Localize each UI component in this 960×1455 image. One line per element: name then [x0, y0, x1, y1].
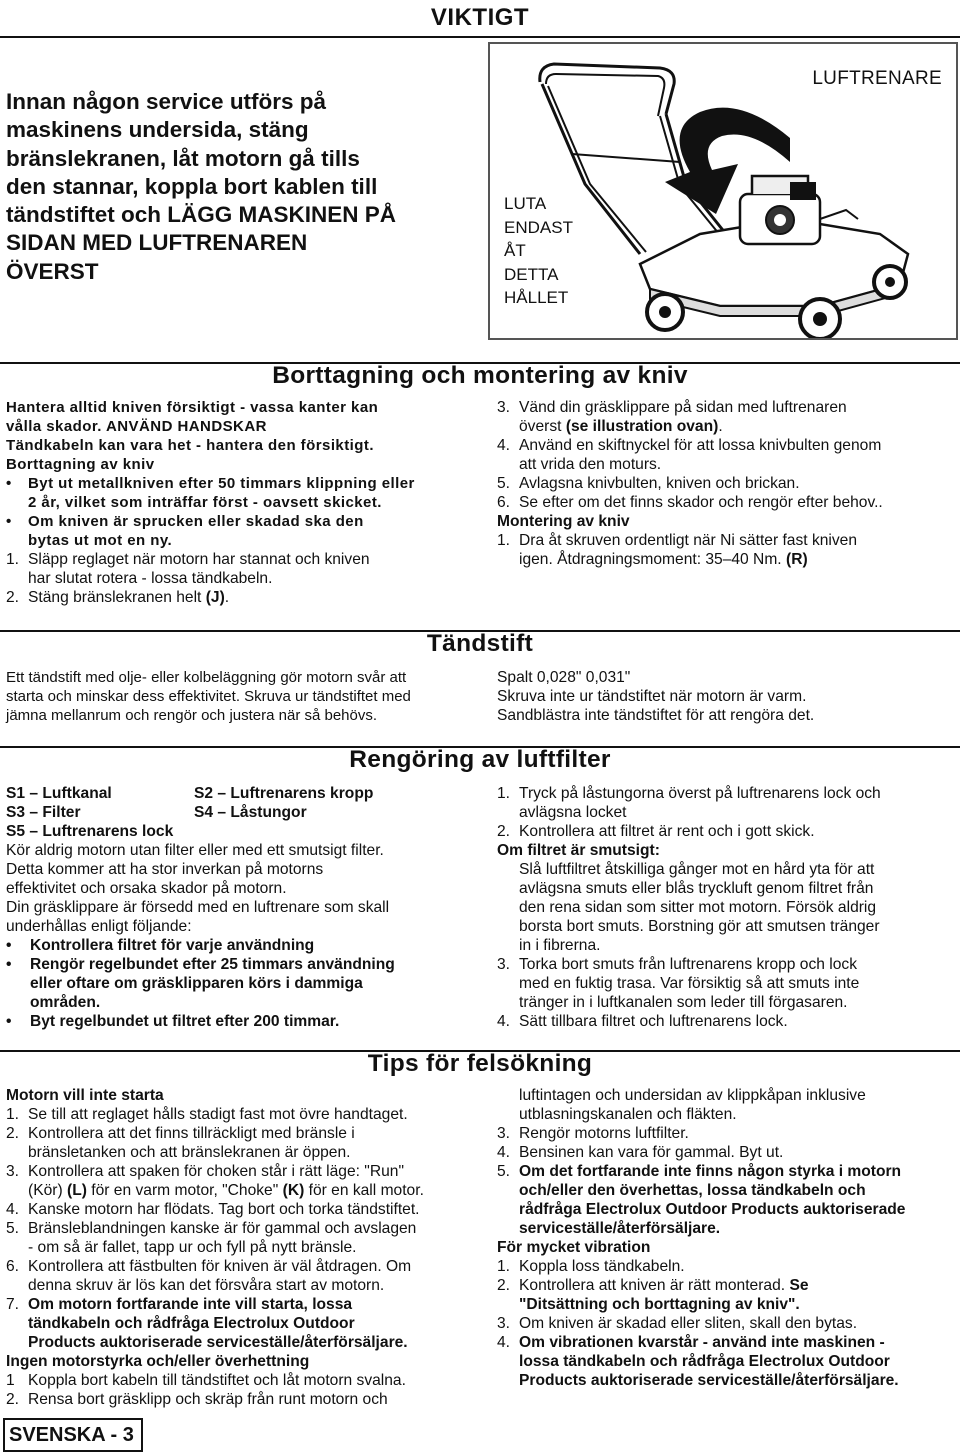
step-number: 1.	[497, 1258, 511, 1275]
text-line: Products auktoriserade serviceställe/återförsäljare.	[28, 1334, 408, 1351]
part-label: S5 – Luftrenarens lock	[6, 823, 174, 840]
step-number: 4.	[6, 1201, 20, 1218]
step-number: 4.	[497, 437, 511, 454]
step-number: 3.	[6, 1163, 20, 1180]
text-line: har slutat rotera - lossa tändkabeln.	[28, 570, 273, 587]
label-line: DETTA	[504, 264, 559, 284]
text: Vänd din gräsklippare på sidan med luftrenaren	[519, 399, 847, 416]
subheading: Borttagning av kniv	[6, 456, 155, 473]
air-cleaner-label: LUFTRENARE	[812, 68, 942, 89]
text-line: Products auktoriserade serviceställe/återförsäljare.	[519, 1372, 899, 1389]
step-number: 4.	[497, 1334, 511, 1351]
text: Koppla bort kabeln till tändstiftet och låt motorn svalna.	[28, 1372, 406, 1389]
warning-line: SIDAN MED LUFTRENAREN	[6, 230, 308, 256]
text: vålla skador.	[6, 418, 102, 435]
text: Om motorn fortfarande inte vill starta, lossa	[28, 1296, 353, 1313]
section-title-troubleshooting: Tips för felsökning	[367, 1050, 593, 1077]
text-line: bytas ut mot en ny.	[28, 532, 173, 549]
section-title-airfilter: Rengöring av luftfilter	[349, 746, 611, 773]
text: Om kniven är sprucken eller skadad ska den	[28, 513, 364, 530]
figure-ref: (L)	[67, 1182, 87, 1199]
text-line: Spalt 0,028" 0,031"	[497, 669, 631, 686]
label-line: HÅLLET	[504, 288, 569, 307]
text-line: starta och minskar dess effektivitet. Skruva ur tändstiftet med	[6, 688, 411, 705]
step-number: 2.	[6, 589, 20, 606]
text: Tryck på låstungorna överst på luftrenarens lock och	[519, 785, 881, 802]
text: för en kall motor.	[308, 1182, 424, 1199]
figure-ref: (se illustration ovan)	[565, 418, 719, 435]
text-line: Sandblästra inte tändstiftet för att rengöra det.	[497, 707, 815, 724]
troubleshooting-left	[6, 1086, 486, 1409]
blade-left-column	[6, 398, 486, 550]
text-line: Hantera alltid kniven försiktigt - vassa kanter kan	[6, 399, 379, 416]
step-number: 2.	[6, 1391, 20, 1408]
step-number: 1.	[6, 1106, 20, 1123]
text-line: tränger in i luftkanalen som leder till förgasaren.	[519, 994, 848, 1011]
text-line: - om så är fallet, tapp ur och fyll på nytt bränsle.	[28, 1239, 357, 1256]
label-line: ENDAST	[504, 217, 573, 237]
text: Se efter om det finns skador och rengör efter behov..	[519, 494, 883, 511]
text: Se till att reglaget hålls stadigt fast mot övre handtaget.	[28, 1106, 408, 1123]
text: Om vibrationen kvarstår - använd inte maskinen -	[519, 1334, 885, 1351]
section-title-blade: Borttagning och montering av kniv	[272, 362, 688, 389]
text-line: Ett tändstift med olje- eller kolbeläggning gör motorn svår att	[6, 669, 407, 686]
step-number: 3.	[497, 399, 511, 416]
text: Stäng bränslekranen helt	[28, 589, 202, 606]
text-line: tändkabeln och rådfråga Electrolux Outdoor	[28, 1315, 355, 1332]
text: Bränsleblandningen kanske är för gammal och avslagen	[28, 1220, 417, 1237]
text: Dra åt skruven ordentligt när Ni sätter fast kniven	[519, 532, 858, 549]
divider	[0, 36, 960, 38]
text: Kontrollera att filtret är rent och i gott skick.	[519, 823, 815, 840]
airfilter-right	[497, 784, 957, 1031]
text: igen. Åtdragningsmoment: 35–40 Nm.	[519, 551, 782, 568]
bullet: •	[6, 937, 12, 954]
blade-right-column: 3. Vänd din gräsklippare på sidan med luftrenaren överst (se illustration ovan). 4. Använd en skiftnyckel för att lossa knivbulten genom att vrida den moturs. 5. Avlagsna knivbulten, kniven och brickan. 6. Se efter om det finns skador och rengör efter behov.. Montering av kniv 1. Dra åt skruven ordentligt när Ni sätter fast kniven igen. Åtdragningsmoment: 35–40 Nm. (R)	[497, 398, 957, 569]
step-number: 1.	[497, 532, 511, 549]
step-number: 3.	[497, 1125, 511, 1142]
step-number: 7.	[6, 1296, 20, 1313]
step-number: 6.	[497, 494, 511, 511]
warning-line: tändstiftet och LÄGG MASKINEN PÅ	[6, 202, 397, 228]
text-line: Kör aldrig motorn utan filter eller med ett smutsigt filter.	[6, 842, 384, 859]
text-line: och/eller den överhettas, lossa tändkabeln och	[519, 1182, 866, 1199]
warning-line: Innan någon service utförs på	[6, 89, 327, 114]
text-line: in i fibrerna.	[519, 937, 601, 954]
text: Kontrollera att fästbulten för kniven är väl åtdragen. Om	[28, 1258, 412, 1275]
text-line: lossa tändkabeln och rådfråga Electrolux Outdoor	[519, 1353, 890, 1370]
part-label: S4 – Låstungor	[194, 804, 307, 821]
text: Kontrollera filtret för varje användning	[30, 937, 315, 954]
text-line: 2 år, vilket som inträffar först - oavsett skicket.	[28, 494, 382, 511]
text: ANVÄND HANDSKAR	[105, 418, 267, 435]
text-line: Slå luftfiltret åtskilliga gånger mot en hård yta för att	[519, 861, 875, 878]
text-line: effektivitet och orsaka skador på motorn.	[6, 880, 287, 897]
sparkplug-left	[6, 668, 486, 725]
text: Bensinen kan vara för gammal. Byt ut.	[519, 1144, 784, 1161]
step-number: 2.	[497, 823, 511, 840]
text: Om det fortfarande inte finns någon styrka i motorn	[519, 1163, 902, 1180]
part-label: S3 – Filter	[6, 804, 81, 821]
subheading: Motorn vill inte starta	[6, 1087, 164, 1104]
figure-ref: (R)	[786, 551, 808, 568]
step-number: 1	[6, 1372, 15, 1389]
bullet: •	[6, 1013, 12, 1030]
step-number: 5.	[497, 1163, 511, 1180]
text: Torka bort smuts från luftrenarens kropp och lock	[519, 956, 858, 973]
troubleshooting-right	[497, 1086, 957, 1390]
text-line: Din gräsklippare är försedd med en luftrenare som skall	[6, 899, 390, 916]
mower-tilt-illustration	[488, 42, 958, 340]
text-line: Skruva inte ur tändstiftet när motorn är varm.	[497, 688, 807, 705]
page-footer: SVENSKA - 3	[3, 1418, 143, 1452]
text: Kontrollera att spaken för choken står i rätt läge: "Run"	[28, 1163, 404, 1180]
text: Se	[789, 1277, 809, 1294]
label-line: ÅT	[504, 241, 526, 260]
text-line: "Ditsättning och borttagning av kniv".	[519, 1296, 800, 1313]
text: Kanske motorn har flödats. Tag bort och torka tändstiftet.	[28, 1201, 420, 1218]
tilt-direction-label	[504, 192, 573, 310]
step-number: 1.	[6, 551, 20, 568]
text-line: utblasningskanalen och fläkten.	[519, 1106, 737, 1123]
figure-ref: (K)	[282, 1182, 305, 1199]
warning-line: maskinens undersida, stäng	[6, 117, 309, 143]
text: Rengör motorns luftfilter.	[519, 1125, 689, 1142]
text-line: avlägsna locket	[519, 804, 627, 821]
text: (Kör)	[28, 1182, 63, 1199]
label-line: LUTA	[504, 194, 547, 213]
text-line: jämna mellanrum och rengör och justera när så behövs.	[6, 707, 378, 724]
step-number: 5.	[6, 1220, 20, 1237]
text: Byt regelbundet ut filtret efter 200 timmar.	[30, 1013, 340, 1030]
sparkplug-right	[497, 668, 957, 725]
text-line: att vrida den moturs.	[519, 456, 662, 473]
part-label: S2 – Luftrenarens kropp	[194, 785, 374, 802]
text: Rensa bort gräsklipp och skräp från runt motorn och	[28, 1391, 388, 1408]
text-line: eller oftare om gräsklipparen körs i dammiga	[30, 975, 363, 992]
step-number: 3.	[497, 956, 511, 973]
text: för en varm motor, "Choke"	[91, 1182, 279, 1199]
step-number: 3.	[497, 1315, 511, 1332]
text: Släpp reglaget när motorn har stannat och kniven	[28, 551, 370, 568]
text: Sätt tillbara filtret och luftrenarens lock.	[519, 1013, 788, 1030]
text-line: den rena sidan som sitter mot motorn. Försök aldrig	[519, 899, 877, 916]
subheading: Ingen motorstyrka och/eller överhettning	[6, 1353, 310, 1370]
step-number: 2.	[497, 1277, 511, 1294]
warning-line: bränslekranen, låt motorn gå tills	[6, 145, 360, 171]
subheading: För mycket vibration	[497, 1239, 651, 1256]
blade-steps-left: 1. Släpp reglaget när motorn har stannat och kniven har slutat rotera - lossa tändkabeln. 2. Stäng bränslekranen helt (J).	[6, 550, 486, 607]
text-line: avlägsna smuts eller blås tryckluft genom filtret från	[519, 880, 874, 897]
bullet: •	[6, 956, 12, 973]
text: överst	[519, 418, 562, 435]
figure-ref: (J)	[205, 589, 225, 606]
text-line: rådfråga Electrolux Outdoor Products auktoriserade	[519, 1201, 906, 1218]
airfilter-left	[6, 784, 486, 1031]
step-number: 1.	[497, 785, 511, 802]
bullet: •	[6, 475, 12, 492]
step-number: 2.	[6, 1125, 20, 1142]
step-number: 5.	[497, 475, 511, 492]
text-line: Detta kommer att ha stor inverkan på motorns	[6, 861, 324, 878]
text-line: Tändkabeln kan vara het - hantera den försiktigt.	[6, 437, 374, 454]
text-line: borsta bort smuts. Borstning gör att smutsen tränger	[519, 918, 880, 935]
text: Byt ut metallkniven efter 50 timmars klippning eller	[28, 475, 415, 492]
text-line: områden.	[30, 994, 101, 1011]
text: Rengör regelbundet efter 25 timmars användning	[30, 956, 395, 973]
subheading: Montering av kniv	[497, 513, 630, 530]
bullet: •	[6, 513, 12, 530]
subheading: Om filtret är smutsigt:	[497, 842, 660, 859]
step-number: 4.	[497, 1144, 511, 1161]
warning-line: ÖVERST	[6, 258, 99, 284]
section-title-sparkplug: Tändstift	[426, 630, 534, 657]
page-title: VIKTIGT	[430, 4, 530, 31]
text-line: underhållas enligt följande:	[6, 918, 192, 935]
warning-line: den stannar, koppla bort kablen till	[6, 173, 378, 199]
text: Använd en skiftnyckel för att lossa knivbulten genom	[519, 437, 882, 454]
text-line: denna skruv är lös kan det försvåra start av motorn.	[28, 1277, 385, 1294]
text: Avlagsna knivbulten, kniven och brickan.	[519, 475, 800, 492]
step-number: 6.	[6, 1258, 20, 1275]
text-line: luftintagen och undersidan av klippkåpan inklusive	[519, 1087, 866, 1104]
text-line: serviceställe/återförsäljare.	[519, 1220, 721, 1237]
text: Om kniven är skadad eller sliten, skall den bytas.	[519, 1315, 858, 1332]
text: Koppla loss tändkabeln.	[519, 1258, 685, 1275]
part-label: S1 – Luftkanal	[6, 785, 112, 802]
important-warning	[6, 88, 476, 286]
step-number: 4.	[497, 1013, 511, 1030]
text-line: bränsletanken och att bränslekranen är öppen.	[28, 1144, 351, 1161]
text: Kontrollera att kniven är rätt monterad.	[519, 1277, 786, 1294]
text-line	[6, 417, 486, 436]
text: Kontrollera att det finns tillräckligt med bränsle i	[28, 1125, 355, 1142]
text-line: med en fuktig trasa. Var försiktig så att smuts inte	[519, 975, 860, 992]
